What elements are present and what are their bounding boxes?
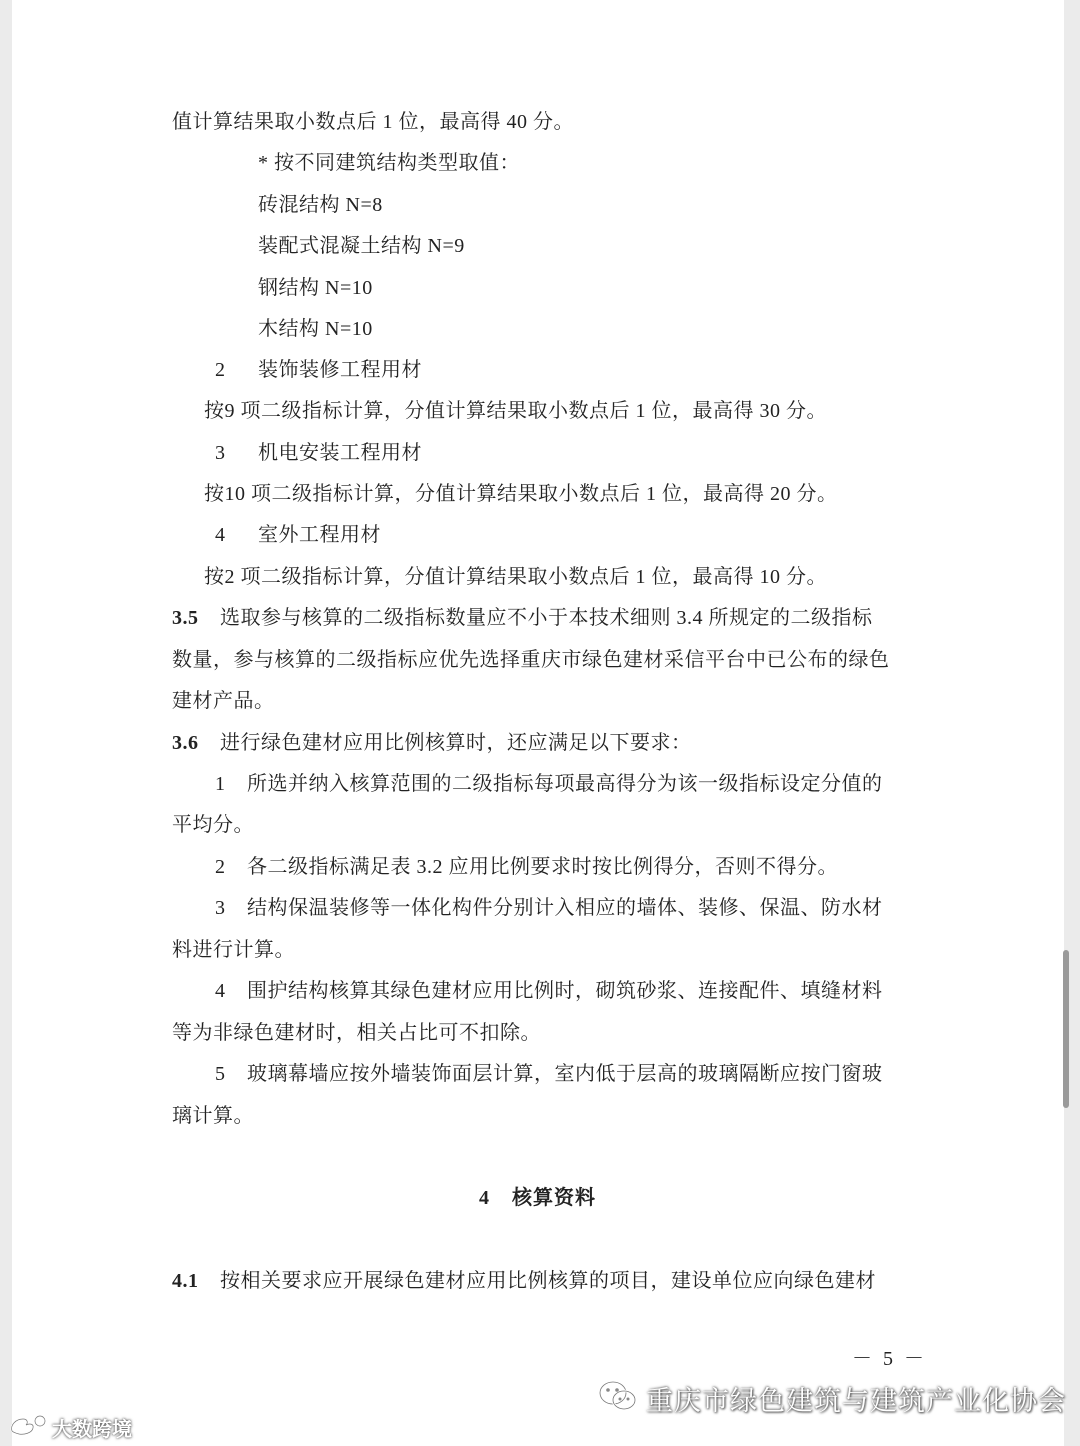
text-line: 选取参与核算的二级指标数量应不小于本技术细则 3.4 所规定的二级指标 <box>220 607 873 629</box>
item-number: 4 <box>215 524 226 546</box>
item-number: 3 <box>215 442 226 464</box>
page-number: － 5 － <box>852 1348 927 1370</box>
chapter-number: 4 <box>479 1187 490 1209</box>
text-line: 钢结构 N=10 <box>258 277 373 299</box>
watermark-right <box>598 1378 1066 1418</box>
text-line: 各二级指标满足表 3.2 应用比例要求时按比例得分，否则不得分。 <box>247 856 838 878</box>
section-number: 4.1 <box>172 1270 199 1292</box>
item-number: 2 <box>215 856 226 878</box>
document-page <box>12 0 1064 1446</box>
item-number: 2 <box>215 359 226 381</box>
item-number: 4 <box>215 980 226 1002</box>
text-line: 按10 项二级指标计算，分值计算结果取小数点后 1 位，最高得 20 分。 <box>204 483 838 505</box>
text-line: 按2 项二级指标计算，分值计算结果取小数点后 1 位，最高得 10 分。 <box>204 566 827 588</box>
chapter-title: 核算资料 <box>512 1187 596 1209</box>
text-line: 按相关要求应开展绿色建材应用比例核算的项目，建设单位应向绿色建材 <box>220 1270 876 1292</box>
subheading: 室外工程用材 <box>258 524 381 546</box>
wechat-icon <box>598 1379 638 1418</box>
text-line: 进行绿色建材应用比例核算时，还应满足以下要求： <box>220 732 692 754</box>
text-line: 璃计算。 <box>172 1105 254 1127</box>
text-line: 装配式混凝土结构 N=9 <box>258 235 465 257</box>
section-number: 3.6 <box>172 732 199 754</box>
text-line: 数量，参与核算的二级指标应优先选择重庆市绿色建材采信平台中已公布的绿色 <box>172 649 890 671</box>
subheading: 机电安装工程用材 <box>258 442 422 464</box>
text-line: 料进行计算。 <box>172 939 295 961</box>
item-number: 3 <box>215 897 226 919</box>
item-number: 5 <box>215 1063 226 1085</box>
watermark-left <box>8 1413 132 1441</box>
text-line: 按9 项二级指标计算，分值计算结果取小数点后 1 位，最高得 30 分。 <box>204 400 827 422</box>
subheading: 装饰装修工程用材 <box>258 359 422 381</box>
text-line: 建材产品。 <box>172 690 275 712</box>
text-line: 平均分。 <box>172 814 254 836</box>
scrollbar[interactable] <box>1063 950 1069 1108</box>
item-number: 1 <box>215 773 226 795</box>
text-line: * 按不同建筑结构类型取值： <box>258 152 520 174</box>
text-line: 结构保温装修等一体化构件分别计入相应的墙体、装修、保温、防水材 <box>247 897 883 919</box>
text-line: 木结构 N=10 <box>258 318 373 340</box>
text-line: 砖混结构 N=8 <box>258 194 383 216</box>
text-line: 等为非绿色建材时，相关占比可不扣除。 <box>172 1022 541 1044</box>
section-number: 3.5 <box>172 607 199 629</box>
text-line: 所选并纳入核算范围的二级指标每项最高得分为该一级指标设定分值的 <box>247 773 883 795</box>
text-line: 玻璃幕墙应按外墙装饰面层计算，室内低于层高的玻璃隔断应按门窗玻 <box>247 1063 883 1085</box>
text-line: 围护结构核算其绿色建材应用比例时，砌筑砂浆、连接配件、填缝材料 <box>247 980 883 1002</box>
weibo-icon <box>8 1413 48 1442</box>
watermark-text: 大数跨境 <box>52 1416 132 1441</box>
watermark-text: 重庆市绿色建筑与建筑产业化协会 <box>646 1385 1066 1417</box>
text-line: 值计算结果取小数点后 1 位，最高得 40 分。 <box>172 111 574 133</box>
